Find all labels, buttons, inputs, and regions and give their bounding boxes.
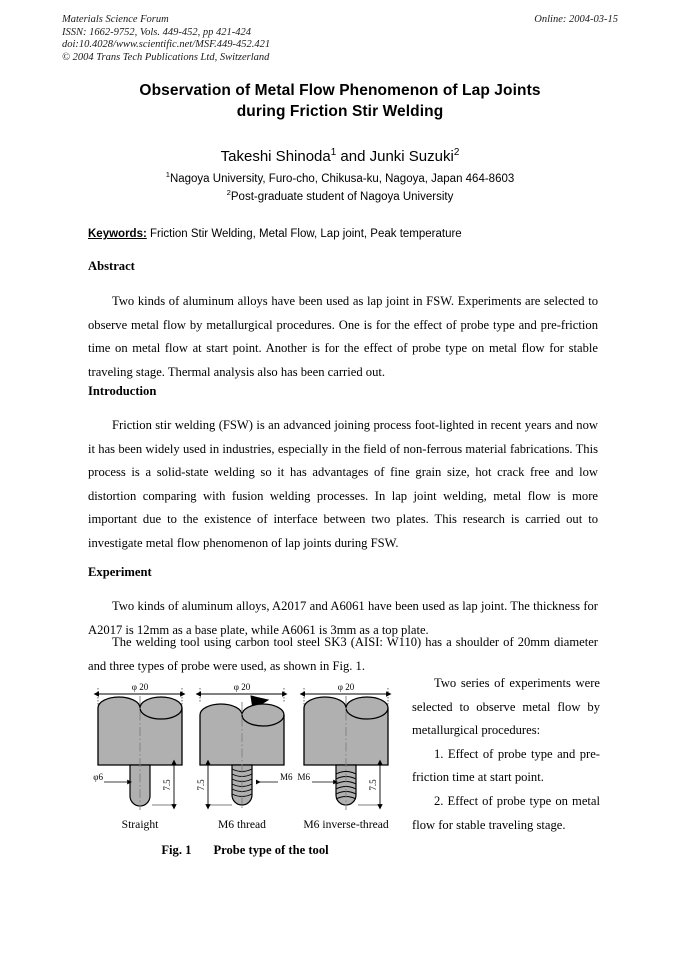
side-paragraph-1: Two series of experiments were selected to observe metal flow by metallurgical procedures:	[412, 676, 600, 738]
title-block	[62, 80, 618, 205]
affiliation-1	[62, 171, 618, 188]
figure-number: Fig. 1	[161, 843, 192, 857]
side-paragraph-2: 1. Effect of probe type and pre-friction time at start point.	[412, 746, 600, 785]
abstract-heading: Abstract	[88, 259, 135, 273]
tool-label-row	[90, 818, 400, 836]
experiment-paragraph-2: The welding tool using carbon tool steel SK3 (AISI: W110) has a shoulder of 20mm diameter and three types of probe were used, as shown in Fig. 1.	[88, 635, 598, 673]
tool-1-label: Straight	[121, 818, 159, 831]
author-conjunction: and	[336, 148, 370, 165]
tool-2-length-dimension: 7.5	[196, 779, 206, 791]
author-2-affiliation-marker: 2	[453, 147, 460, 158]
title-line-2: during Friction Stir Welding	[236, 103, 444, 120]
tool-3-probe-dimension: M6	[297, 772, 310, 782]
tool-m6-inverse-thread	[297, 682, 388, 810]
side-paragraph-3: 2. Effect of probe type on metal flow for stable traveling stage.	[412, 793, 600, 832]
page-title	[62, 80, 618, 122]
tool-3-label: M6 inverse-thread	[303, 818, 389, 831]
affiliation-2-marker: 2	[226, 187, 231, 197]
tool-3-length-dimension: 7.5	[368, 779, 378, 791]
tool-1-shoulder-dimension: φ 20	[131, 682, 149, 692]
tool-1-length-dimension: 7.5	[162, 779, 172, 791]
figure-1	[90, 678, 400, 836]
experiment-paragraph-1: Two kinds of aluminum alloys, A2017 and A6061 have been used as lap joint. The thickness for A2017 is 12mm as a base plate, while A6061 is 3mm as a top plate.	[88, 599, 598, 637]
probe-type-diagram	[90, 678, 400, 838]
tool-m6-thread	[196, 682, 293, 810]
affiliation-2	[62, 189, 618, 206]
figure-1-caption	[90, 843, 400, 858]
author-list	[62, 147, 618, 166]
issn-line: ISSN: 1662-9752, Vols. 449-452, pp 421-424	[62, 26, 251, 38]
affiliation-1-marker: 1	[165, 170, 170, 180]
doi-line: doi:10.4028/www.scientific.net/MSF.449-452.421	[62, 39, 271, 51]
introduction-paragraph: Friction stir welding (FSW) is an advanced joining process foot-lighted in recent years and now it has been widely used in industries, especially in the field of non-ferrous material fabrications. This process is a solid-state welding so it has advantages of fine grain size, hot crack free and low distortion comparing with fusion welding processes. In lap joint welding, metal flow is more important due to the existence of interface between two plates. This research is carried out to investigate metal flow phenomenon of lap joints during FSW.	[88, 418, 598, 550]
publication-header	[62, 14, 618, 64]
author-1-affiliation-marker: 1	[330, 147, 337, 158]
figure-caption-text: Probe type of the tool	[213, 843, 329, 857]
author-name-1: Takeshi Shinoda	[220, 148, 331, 165]
keywords-line	[88, 227, 598, 242]
side-text-column	[412, 672, 600, 837]
author-name-2: Junki Suzuki	[369, 148, 454, 165]
publication-info	[62, 14, 270, 64]
tool-straight	[93, 682, 182, 810]
title-line-1: Observation of Metal Flow Phenomenon of Lap Joints	[139, 82, 541, 99]
keywords-label: Keywords:	[88, 228, 147, 240]
experiment-heading: Experiment	[88, 565, 152, 579]
journal-name: Materials Science Forum	[62, 14, 169, 25]
abstract-paragraph: Two kinds of aluminum alloys have been used as lap joint in FSW. Experiments are selected to observe metal flow by metallurgical procedures. One is for the effect of probe type and pre-friction time on metal flow at start point. Another is for the effect of probe type on metal flow for stable traveling stage. Thermal analysis also has been carried out.	[88, 294, 598, 379]
online-date: Online: 2004-03-15	[534, 14, 618, 25]
affiliation-2-text: Post-graduate student of Nagoya University	[230, 190, 454, 203]
tool-2-probe-dimension: M6	[280, 772, 293, 782]
copyright-line: © 2004 Trans Tech Publications Ltd, Switzerland	[62, 51, 270, 63]
tool-2-shoulder-dimension: φ 20	[233, 682, 251, 692]
introduction-heading: Introduction	[88, 384, 157, 398]
tool-3-shoulder-dimension: φ 20	[337, 682, 355, 692]
affiliation-1-text: Nagoya University, Furo-cho, Chikusa-ku, Nagoya, Japan 464-8603	[169, 173, 515, 185]
tool-1-probe-dimension: φ6	[93, 772, 103, 782]
tool-2-label: M6 thread	[218, 818, 266, 831]
keywords-value: Friction Stir Welding, Metal Flow, Lap joint, Peak temperature	[146, 228, 462, 240]
